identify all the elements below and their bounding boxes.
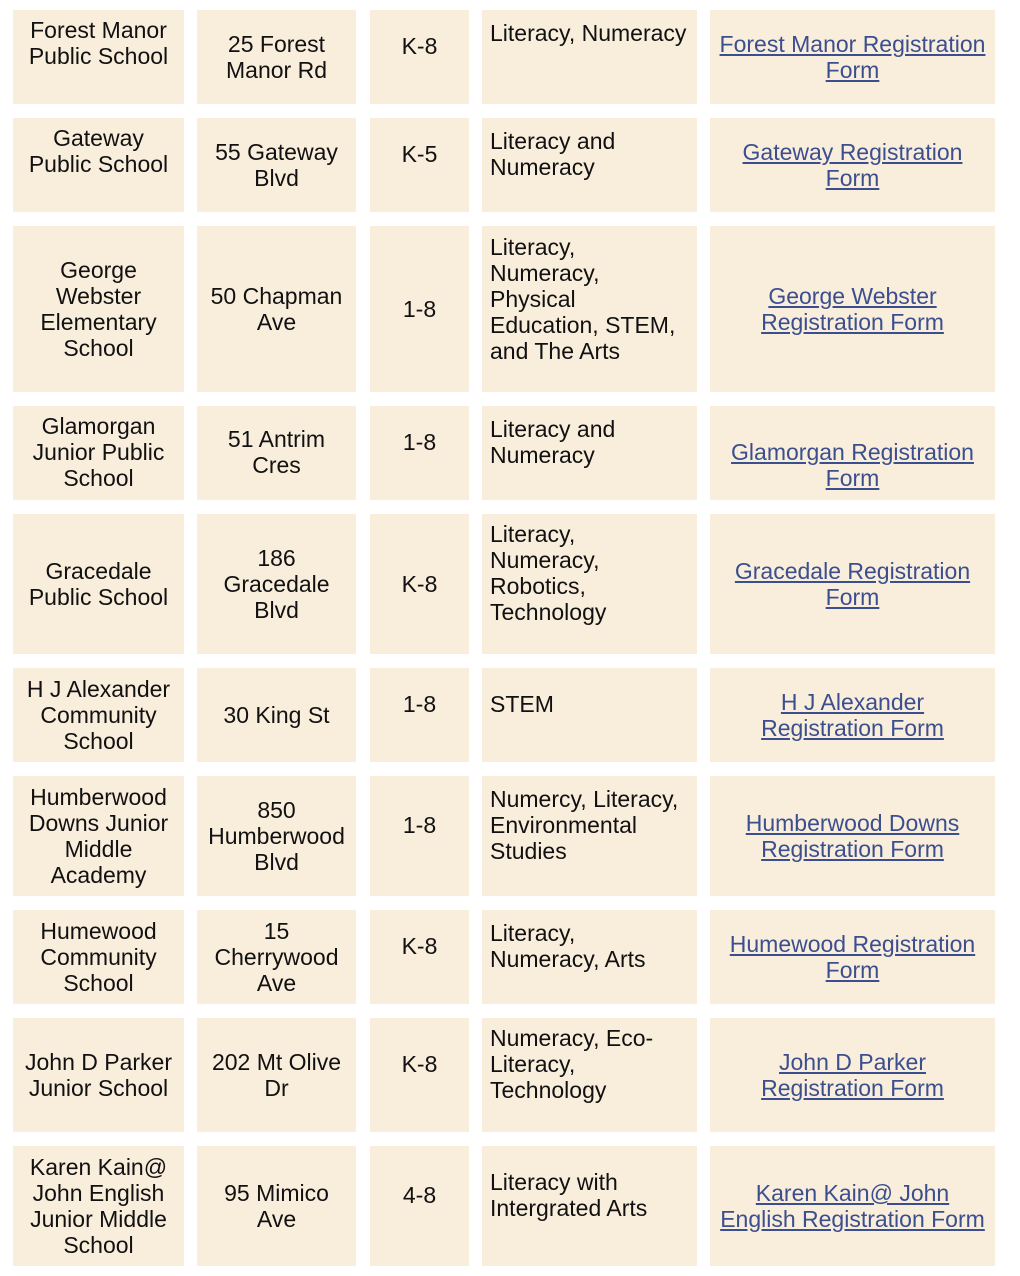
grade-range: 4-8: [402, 1182, 437, 1208]
program-focus: Literacy, Numeracy: [490, 20, 687, 46]
link-cell: [710, 406, 995, 500]
table-row: [0, 668, 1020, 762]
focus-cell: [482, 668, 697, 762]
link-cell: [710, 1018, 995, 1132]
link-cell: [710, 910, 995, 1004]
school-name-cell: [13, 406, 184, 500]
school-name: George Webster Elementary School: [40, 257, 157, 361]
table-row: [0, 910, 1020, 1004]
link-cell: [710, 776, 995, 896]
grades-cell: [370, 406, 469, 500]
school-address: 15 Cherrywood Ave: [214, 918, 339, 996]
table-row: [0, 226, 1020, 392]
table-row: [0, 514, 1020, 654]
focus-cell: [482, 514, 697, 654]
registration-form-link[interactable]: Karen Kain@ John English Registration Form: [720, 1180, 985, 1232]
address-cell: [197, 1146, 356, 1266]
school-name-cell: [13, 776, 184, 896]
focus-cell: [482, 406, 697, 500]
program-focus: STEM: [490, 691, 554, 717]
school-name: Forest Manor Public School: [28, 17, 169, 69]
school-address: 186 Gracedale Blvd: [223, 545, 330, 623]
grade-range: K-5: [401, 141, 438, 167]
link-cell: [710, 514, 995, 654]
program-focus: Literacy, Numeracy, Arts: [490, 920, 646, 972]
address-cell: [197, 226, 356, 392]
program-focus: Literacy, Numeracy, Physical Education, STEM, and The Arts: [490, 234, 676, 364]
link-cell: [710, 118, 995, 212]
grades-cell: [370, 668, 469, 762]
school-name-cell: [13, 1146, 184, 1266]
program-focus: Numercy, Literacy, Environmental Studies: [490, 786, 679, 864]
program-focus: Literacy and Numeracy: [490, 416, 616, 468]
grades-cell: [370, 1018, 469, 1132]
address-cell: [197, 118, 356, 212]
school-name: Humberwood Downs Junior Middle Academy: [28, 784, 169, 888]
focus-cell: [482, 1146, 697, 1266]
school-name: Gateway Public School: [28, 125, 169, 177]
grade-range: 1-8: [402, 691, 437, 717]
address-cell: [197, 910, 356, 1004]
school-name-cell: [13, 1018, 184, 1132]
school-address: 95 Mimico Ave: [224, 1180, 329, 1232]
grades-cell: [370, 10, 469, 104]
focus-cell: [482, 910, 697, 1004]
school-name: John D Parker Junior School: [24, 1049, 172, 1101]
address-cell: [197, 776, 356, 896]
registration-form-link[interactable]: Humberwood Downs Registration Form: [745, 810, 960, 862]
program-focus: Numeracy, Eco-Literacy, Technology: [490, 1025, 654, 1103]
table-row: [0, 118, 1020, 212]
program-focus: Literacy, Numeracy, Robotics, Technology: [490, 521, 607, 625]
grade-range: 1-8: [402, 296, 437, 322]
registration-form-link[interactable]: Gracedale Registration Form: [734, 558, 971, 610]
address-cell: [197, 668, 356, 762]
registration-form-link[interactable]: H J Alexander Registration Form: [761, 689, 944, 741]
address-cell: [197, 1018, 356, 1132]
registration-form-link[interactable]: Humewood Registration Form: [729, 931, 976, 983]
focus-cell: [482, 118, 697, 212]
address-cell: [197, 10, 356, 104]
focus-cell: [482, 1018, 697, 1132]
grades-cell: [370, 514, 469, 654]
focus-cell: [482, 226, 697, 392]
grades-cell: [370, 226, 469, 392]
address-cell: [197, 406, 356, 500]
school-name: Gracedale Public School: [28, 558, 169, 610]
school-name: Humewood Community School: [40, 918, 157, 996]
table-row: [0, 10, 1020, 104]
school-address: 55 Gateway Blvd: [215, 139, 338, 191]
school-name-cell: [13, 668, 184, 762]
grade-range: 1-8: [402, 812, 437, 838]
school-name-cell: [13, 226, 184, 392]
school-name: Glamorgan Junior Public School: [32, 413, 165, 491]
grade-range: K-8: [401, 33, 438, 59]
grade-range: K-8: [401, 571, 438, 597]
school-name: H J Alexander Community School: [26, 676, 171, 754]
table-row: [0, 406, 1020, 500]
registration-form-link[interactable]: Gateway Registration Form: [742, 139, 963, 191]
school-name: Karen Kain@ John English Junior Middle School: [29, 1154, 168, 1258]
program-focus: Literacy with Intergrated Arts: [490, 1169, 648, 1221]
grade-range: K-8: [401, 933, 438, 959]
school-address: 850 Humberwood Blvd: [208, 797, 345, 875]
school-address: 30 King St: [223, 702, 330, 728]
grades-cell: [370, 118, 469, 212]
school-address: 25 Forest Manor Rd: [226, 31, 327, 83]
link-cell: [710, 668, 995, 762]
grades-cell: [370, 910, 469, 1004]
focus-cell: [482, 10, 697, 104]
grades-cell: [370, 776, 469, 896]
grade-range: K-8: [401, 1051, 438, 1077]
grades-cell: [370, 1146, 469, 1266]
school-name-cell: [13, 910, 184, 1004]
school-address: 50 Chapman Ave: [210, 283, 343, 335]
link-cell: [710, 10, 995, 104]
registration-form-link[interactable]: Glamorgan Registration Form: [731, 439, 974, 491]
address-cell: [197, 514, 356, 654]
grade-range: 1-8: [402, 429, 437, 455]
table-row: [0, 1018, 1020, 1132]
registration-form-link[interactable]: George Webster Registration Form: [761, 283, 944, 335]
school-address: 202 Mt Olive Dr: [211, 1049, 342, 1101]
school-name-cell: [13, 10, 184, 104]
registration-form-link[interactable]: John D Parker Registration Form: [761, 1049, 944, 1101]
school-name-cell: [13, 514, 184, 654]
link-cell: [710, 1146, 995, 1266]
school-address: 51 Antrim Cres: [227, 426, 326, 478]
program-focus: Literacy and Numeracy: [490, 128, 616, 180]
school-name-cell: [13, 118, 184, 212]
focus-cell: [482, 776, 697, 896]
table-row: [0, 776, 1020, 896]
table-row: [0, 1146, 1020, 1266]
link-cell: [710, 226, 995, 392]
registration-form-link[interactable]: Forest Manor Registration Form: [719, 31, 986, 83]
